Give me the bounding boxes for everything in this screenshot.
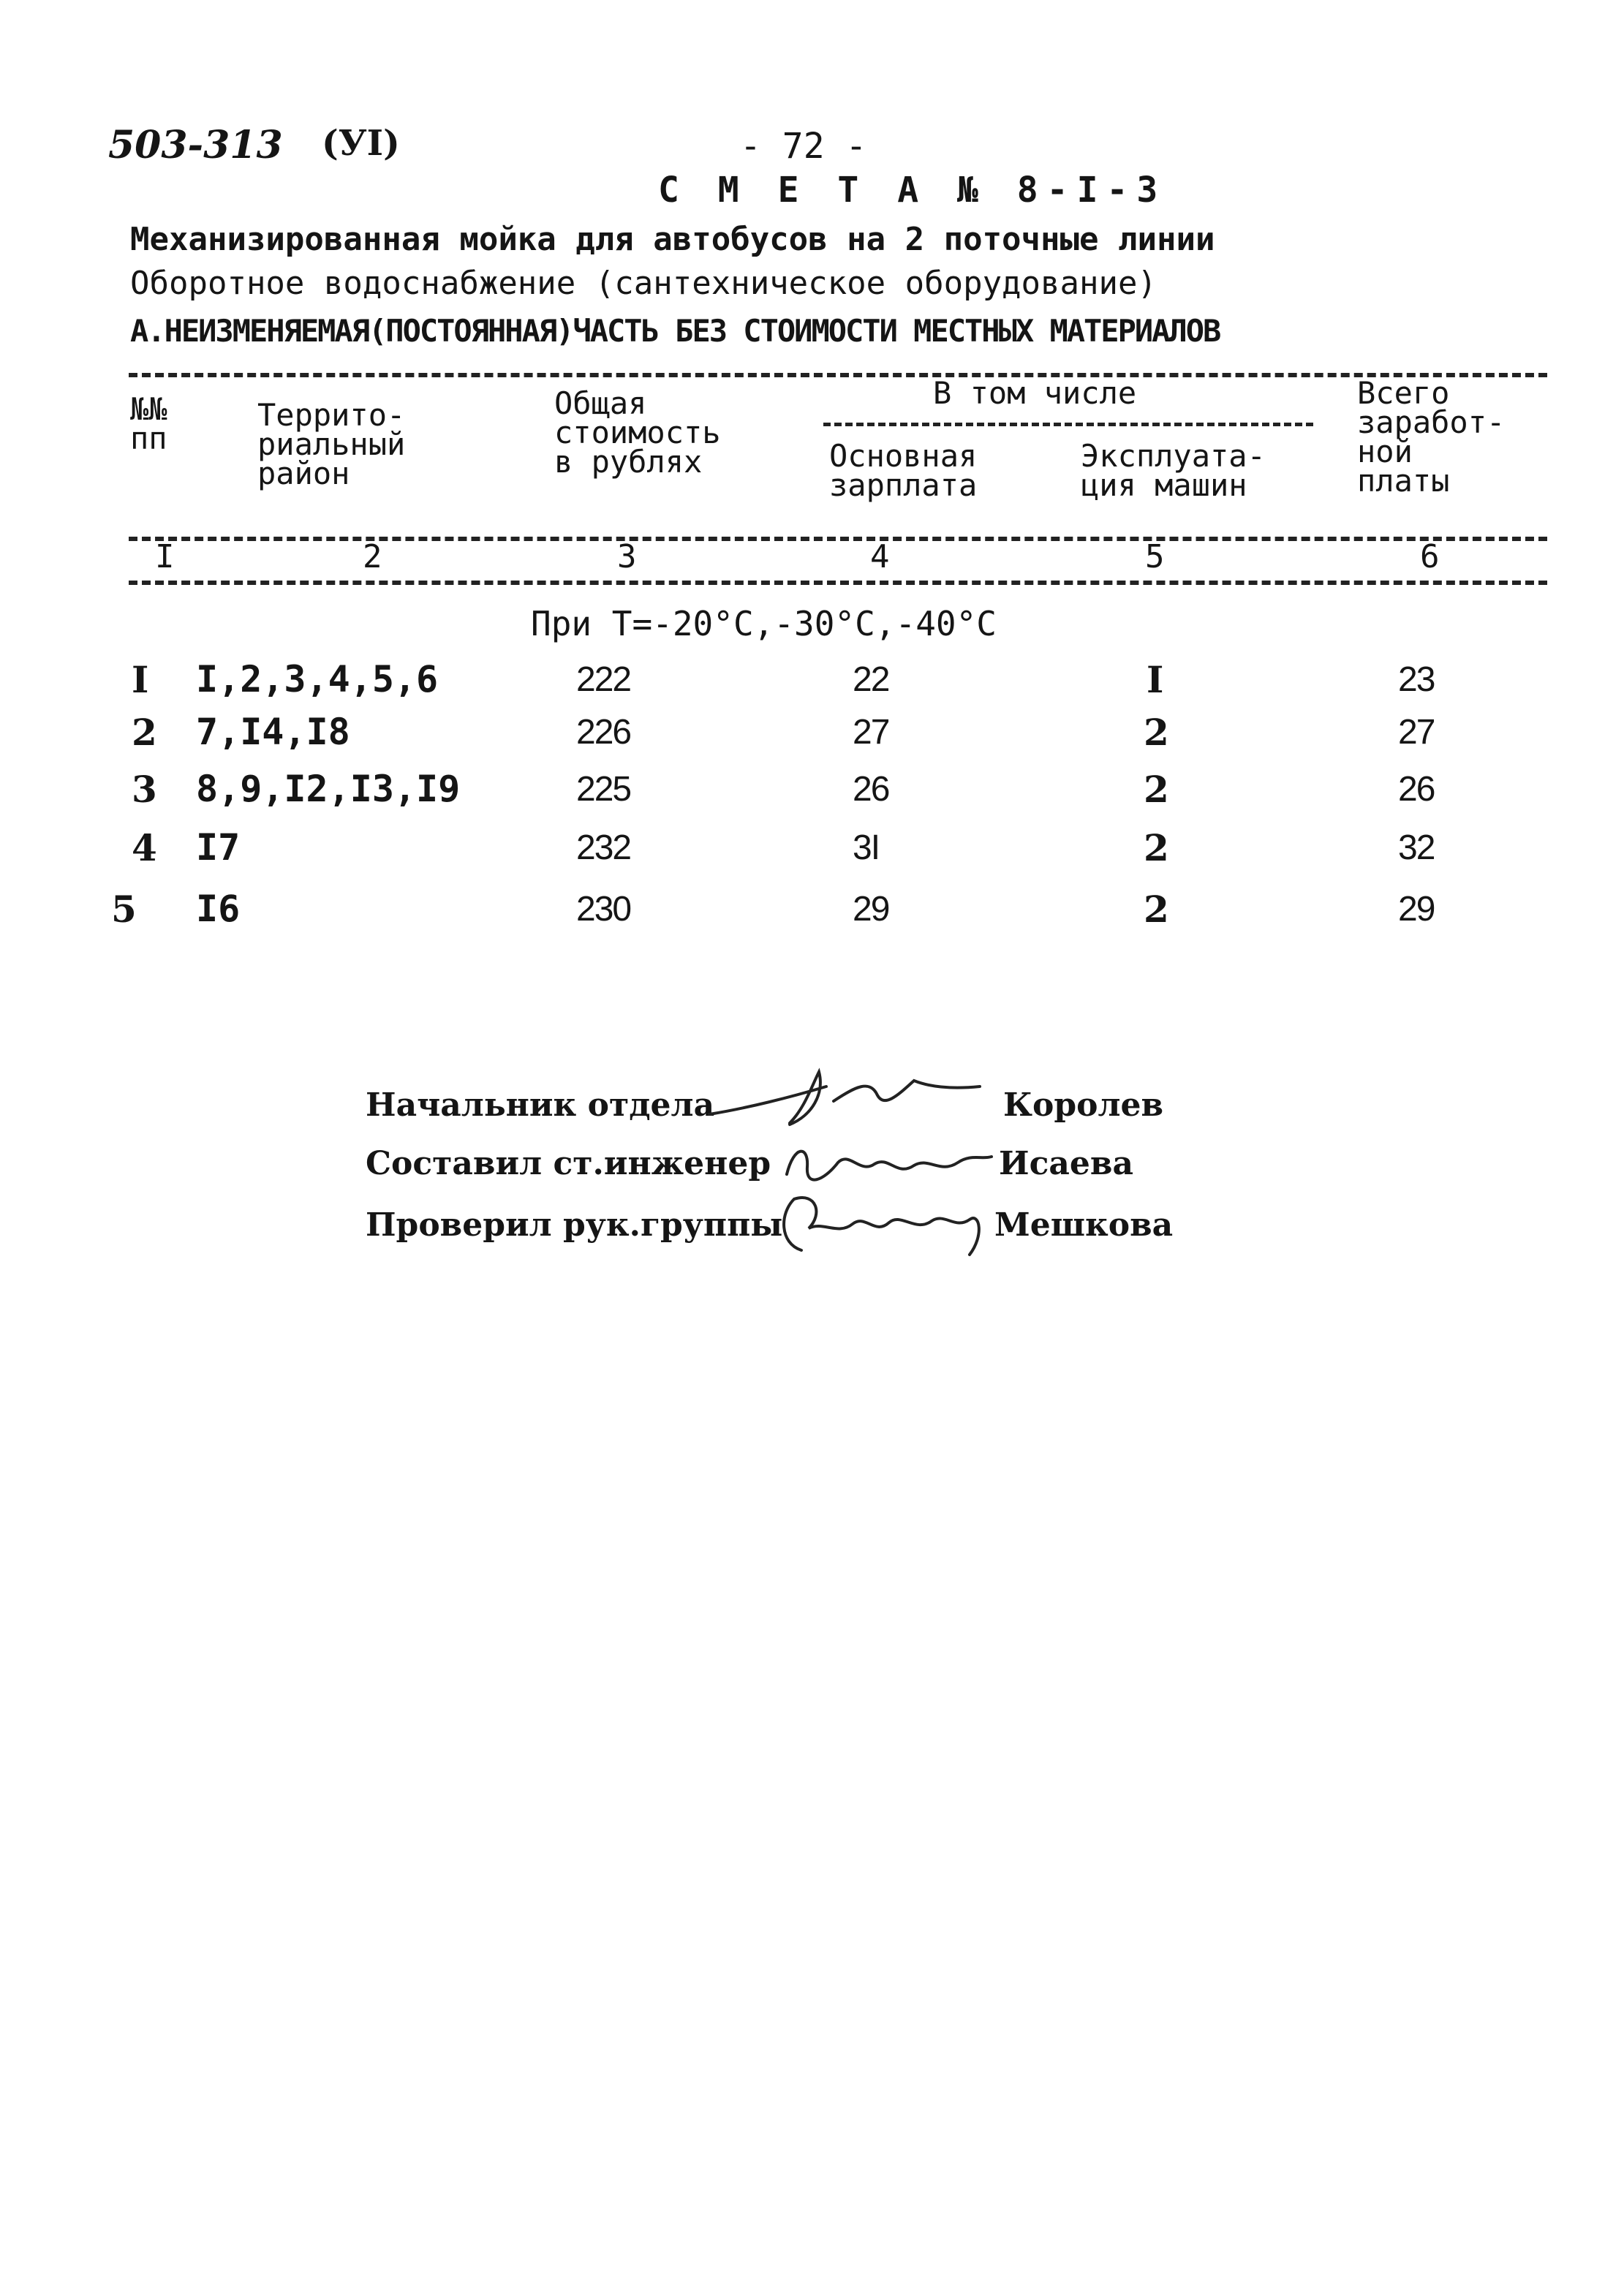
including-rule	[823, 423, 1313, 426]
row-total-cost: 222	[576, 660, 631, 699]
header-total-wage: Всего заработ- ной платы	[1357, 375, 1506, 499]
document-section: (УI)	[322, 123, 400, 164]
row-basic-wage: 29	[853, 890, 889, 929]
row-basic-wage: 3I	[853, 828, 880, 867]
header-machine-operation: Эксплуата- ция машин	[1081, 438, 1266, 503]
signature-role-head: Начальник отдела	[366, 1086, 715, 1124]
row-total-wage: 29	[1398, 890, 1435, 929]
row-machine-operation: 2	[1144, 826, 1169, 869]
row-total-wage: 32	[1398, 828, 1435, 867]
header-basic-wage: Основная зарплата	[829, 438, 978, 503]
row-machine-operation: 2	[1144, 888, 1169, 931]
table-top-rule	[129, 373, 1547, 377]
row-region: I6	[196, 888, 241, 930]
document-code: 503-313	[108, 123, 283, 167]
row-total-wage: 27	[1398, 713, 1435, 752]
row-basic-wage: 27	[853, 713, 889, 752]
signature-role-author: Составил ст.инженер	[366, 1145, 771, 1182]
signature-name-head: Королев	[1003, 1086, 1164, 1124]
col-numbers-bottom-rule	[129, 581, 1547, 585]
col-number-3: 3	[617, 538, 637, 575]
header-bottom-rule	[129, 537, 1547, 541]
row-machine-operation: 2	[1144, 768, 1169, 811]
col-number-6: 6	[1420, 538, 1440, 575]
row-number: 2	[132, 711, 157, 754]
row-total-wage: 23	[1398, 660, 1435, 699]
row-region: I7	[196, 826, 241, 869]
temperature-condition: При Т=-20°С,-30°С,-40°С	[531, 604, 997, 643]
row-total-cost: 225	[576, 770, 631, 809]
col-number-2: 2	[363, 538, 382, 575]
header-including: В том числе	[933, 375, 1137, 411]
col-number-4: 4	[870, 538, 890, 575]
signature-name-reviewer: Мешкова	[994, 1206, 1174, 1244]
row-number: I	[132, 658, 149, 701]
row-number: 4	[132, 826, 157, 869]
subtitle-system: Оборотное водоснабжение (сантехническое оборудование)	[130, 265, 1157, 302]
signature-scribble-head	[702, 1057, 994, 1138]
row-total-cost: 232	[576, 828, 631, 867]
col-number-5: 5	[1145, 538, 1165, 575]
subtitle-object: Механизированная мойка для автобусов на 2 поточные линии	[130, 221, 1215, 258]
row-total-cost: 230	[576, 890, 631, 929]
row-region: I,2,3,4,5,6	[196, 658, 439, 700]
row-machine-operation: 2	[1144, 711, 1169, 754]
row-number: 3	[132, 768, 157, 811]
signature-role-reviewer: Проверил рук.группы	[366, 1206, 783, 1244]
estimate-title: С М Е Т А № 8-I-3	[658, 170, 1167, 211]
header-region: Террито- риальный район	[257, 397, 406, 491]
row-number: 5	[111, 888, 137, 931]
row-machine-operation: I	[1147, 658, 1164, 701]
row-total-wage: 26	[1398, 770, 1435, 809]
col-number-1: I	[155, 538, 175, 575]
row-region: 8,9,I2,I3,I9	[196, 768, 461, 810]
signature-scribble-reviewer	[772, 1184, 999, 1265]
row-basic-wage: 26	[853, 770, 889, 809]
row-basic-wage: 22	[853, 660, 889, 699]
row-total-cost: 226	[576, 713, 631, 752]
header-num: №№ пп	[130, 391, 167, 456]
subtitle-part: А.НЕИЗМЕНЯЕМАЯ(ПОСТОЯННАЯ)ЧАСТЬ БЕЗ СТОИМОСТИ МЕСТНЫХ МАТЕРИАЛОВ	[130, 313, 1220, 349]
signature-name-author: Исаева	[999, 1145, 1133, 1182]
page-number: - 72 -	[740, 126, 867, 167]
header-total-cost: Общая стоимость в рублях	[554, 385, 721, 480]
row-region: 7,I4,I8	[196, 711, 350, 753]
